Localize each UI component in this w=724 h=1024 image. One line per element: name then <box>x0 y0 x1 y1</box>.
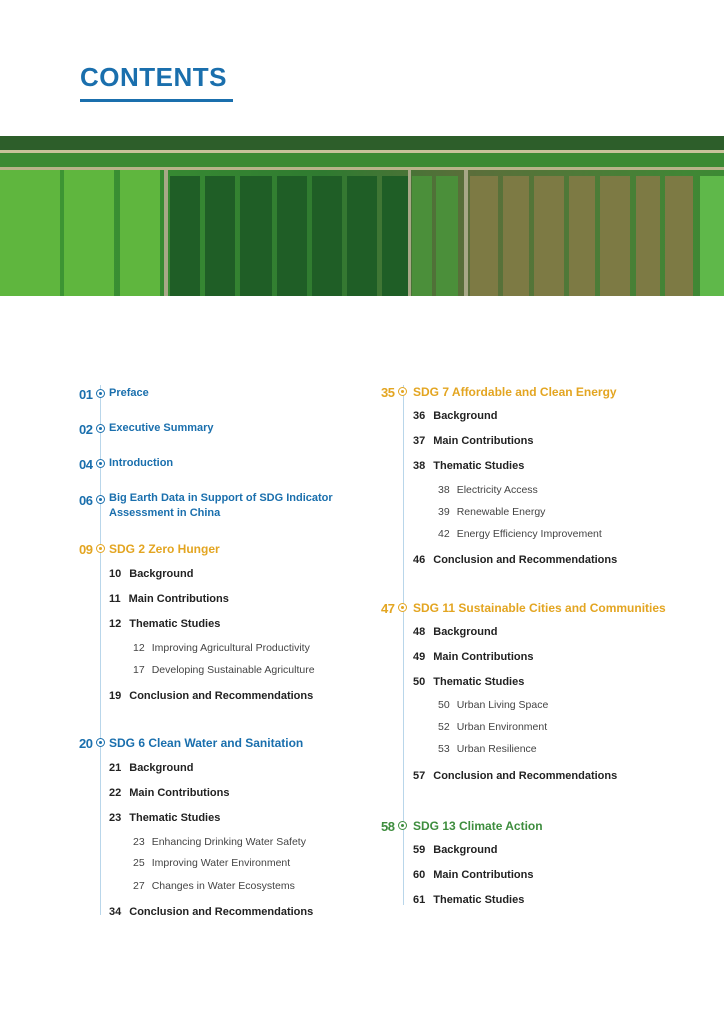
page-number: 04 <box>79 457 93 472</box>
toc-subitem[interactable] <box>438 484 538 496</box>
toc-item[interactable] <box>413 894 524 906</box>
item-label: Background <box>129 568 194 580</box>
item-label: Thematic Studies <box>129 618 221 630</box>
page-number: 10 <box>109 568 122 580</box>
item-label: Background <box>433 410 498 422</box>
page-number: 42 <box>438 528 450 540</box>
page-number: 19 <box>109 690 122 702</box>
toc-item[interactable] <box>413 869 533 881</box>
page-number: 34 <box>109 906 122 918</box>
page-number: 23 <box>109 812 122 824</box>
toc-item[interactable] <box>109 593 229 605</box>
item-label: Main Contributions <box>128 593 229 605</box>
item-label: Conclusion and Recommendations <box>433 554 618 566</box>
toc-item[interactable] <box>109 690 313 702</box>
section-title: SDG 7 Affordable and Clean Energy <box>413 385 617 399</box>
item-label: Main Contributions <box>433 651 534 663</box>
page-number: 01 <box>79 387 93 402</box>
toc-item[interactable] <box>109 618 220 630</box>
page-number: 12 <box>109 618 122 630</box>
bullet-icon <box>96 544 105 553</box>
toc-item[interactable] <box>413 410 497 422</box>
bullet-icon <box>96 389 105 398</box>
page-number: 09 <box>79 542 93 557</box>
bullet-icon <box>96 459 105 468</box>
page-number: 50 <box>413 676 426 688</box>
item-label: Thematic Studies <box>433 460 525 472</box>
toc-subitem[interactable] <box>438 528 602 540</box>
title-underline <box>80 99 233 102</box>
bullet-icon <box>96 424 105 433</box>
toc-subitem[interactable] <box>438 506 545 518</box>
item-label: Thematic Studies <box>129 812 221 824</box>
subitem-label: Electricity Access <box>456 484 538 496</box>
page-number: 06 <box>79 493 93 508</box>
section-title: SDG 2 Zero Hunger <box>109 542 220 556</box>
toc-item[interactable] <box>413 676 524 688</box>
subitem-label: Enhancing Drinking Water Safety <box>151 836 306 848</box>
entry-title: Introduction <box>109 457 174 469</box>
subitem-label: Developing Sustainable Agriculture <box>151 664 315 676</box>
toc-item[interactable] <box>413 435 533 447</box>
toc-item[interactable] <box>413 844 497 856</box>
bullet-icon <box>398 387 407 396</box>
toc-subitem[interactable] <box>438 699 548 711</box>
page-number: 53 <box>438 743 450 755</box>
page-title: CONTENTS <box>80 62 227 92</box>
page-number: 21 <box>109 762 122 774</box>
page-number: 58 <box>381 819 395 834</box>
item-label: Conclusion and Recommendations <box>433 770 618 782</box>
subitem-label: Urban Resilience <box>456 743 537 755</box>
section-title: SDG 11 Sustainable Cities and Communities <box>413 601 666 615</box>
toc-subitem[interactable] <box>133 642 310 654</box>
page-number: 38 <box>438 484 450 496</box>
item-label: Conclusion and Recommendations <box>129 690 314 702</box>
page-number: 59 <box>413 844 426 856</box>
toc-item[interactable] <box>109 787 229 799</box>
page-number: 37 <box>413 435 426 447</box>
subitem-label: Changes in Water Ecosystems <box>151 880 295 892</box>
page-number: 35 <box>381 385 395 400</box>
section-title: SDG 6 Clean Water and Sanitation <box>109 736 304 750</box>
entry-title: Executive Summary <box>109 422 214 434</box>
bullet-icon <box>96 495 105 504</box>
page-number: 27 <box>133 880 145 892</box>
subitem-label: Improving Agricultural Productivity <box>151 642 310 654</box>
item-label: Main Contributions <box>129 787 230 799</box>
page-number: 46 <box>413 554 426 566</box>
item-label: Main Contributions <box>433 435 534 447</box>
bullet-icon <box>398 821 407 830</box>
subitem-label: Renewable Energy <box>456 506 546 518</box>
page-number: 38 <box>413 460 426 472</box>
page-number: 57 <box>413 770 426 782</box>
toc-item[interactable] <box>109 762 193 774</box>
page-number: 02 <box>79 422 93 437</box>
page-number: 36 <box>413 410 426 422</box>
toc-subitem[interactable] <box>133 836 306 848</box>
item-label: Conclusion and Recommendations <box>129 906 314 918</box>
page-number: 17 <box>133 664 145 676</box>
subitem-label: Energy Efficiency Improvement <box>456 528 602 540</box>
item-label: Thematic Studies <box>433 676 525 688</box>
toc-item[interactable] <box>109 906 313 918</box>
item-label: Background <box>433 626 498 638</box>
entry-title: Big Earth Data in Support of SDG Indicator <box>109 492 333 504</box>
toc-subitem[interactable] <box>438 721 547 733</box>
entry-title-line2: Assessment in China <box>109 507 221 519</box>
page-number: 22 <box>109 787 122 799</box>
page-number: 50 <box>438 699 450 711</box>
item-label: Background <box>433 844 498 856</box>
page-number: 48 <box>413 626 426 638</box>
item-label: Thematic Studies <box>433 894 525 906</box>
entry-title: Preface <box>109 387 149 399</box>
subitem-label: Improving Water Environment <box>151 857 291 869</box>
toc-item[interactable] <box>413 770 617 782</box>
item-label: Background <box>129 762 194 774</box>
toc-subitem[interactable] <box>133 857 290 869</box>
toc-item[interactable] <box>109 812 220 824</box>
bullet-icon <box>398 603 407 612</box>
section-title: SDG 13 Climate Action <box>413 819 543 833</box>
page-number: 11 <box>109 593 121 605</box>
page-number: 61 <box>413 894 426 906</box>
page-number: 20 <box>79 736 93 751</box>
toc-subitem[interactable] <box>438 743 537 755</box>
page-number: 60 <box>413 869 426 881</box>
bullet-icon <box>96 738 105 747</box>
aerial-farmland-banner <box>0 136 724 296</box>
toc-subitem[interactable] <box>133 664 315 676</box>
subitem-label: Urban Environment <box>456 721 548 733</box>
subitem-label: Urban Living Space <box>456 699 549 711</box>
page-number: 49 <box>413 651 426 663</box>
toc-item[interactable] <box>109 568 193 580</box>
page-number: 47 <box>381 601 395 616</box>
toc-item[interactable] <box>413 554 617 566</box>
toc-item[interactable] <box>413 651 533 663</box>
item-label: Main Contributions <box>433 869 534 881</box>
page-number: 12 <box>133 642 145 654</box>
page-number: 39 <box>438 506 450 518</box>
page-number: 25 <box>133 857 145 869</box>
page-number: 23 <box>133 836 145 848</box>
toc-item[interactable] <box>413 626 497 638</box>
toc-subitem[interactable] <box>133 880 295 892</box>
toc-item[interactable] <box>413 460 524 472</box>
page-number: 52 <box>438 721 450 733</box>
